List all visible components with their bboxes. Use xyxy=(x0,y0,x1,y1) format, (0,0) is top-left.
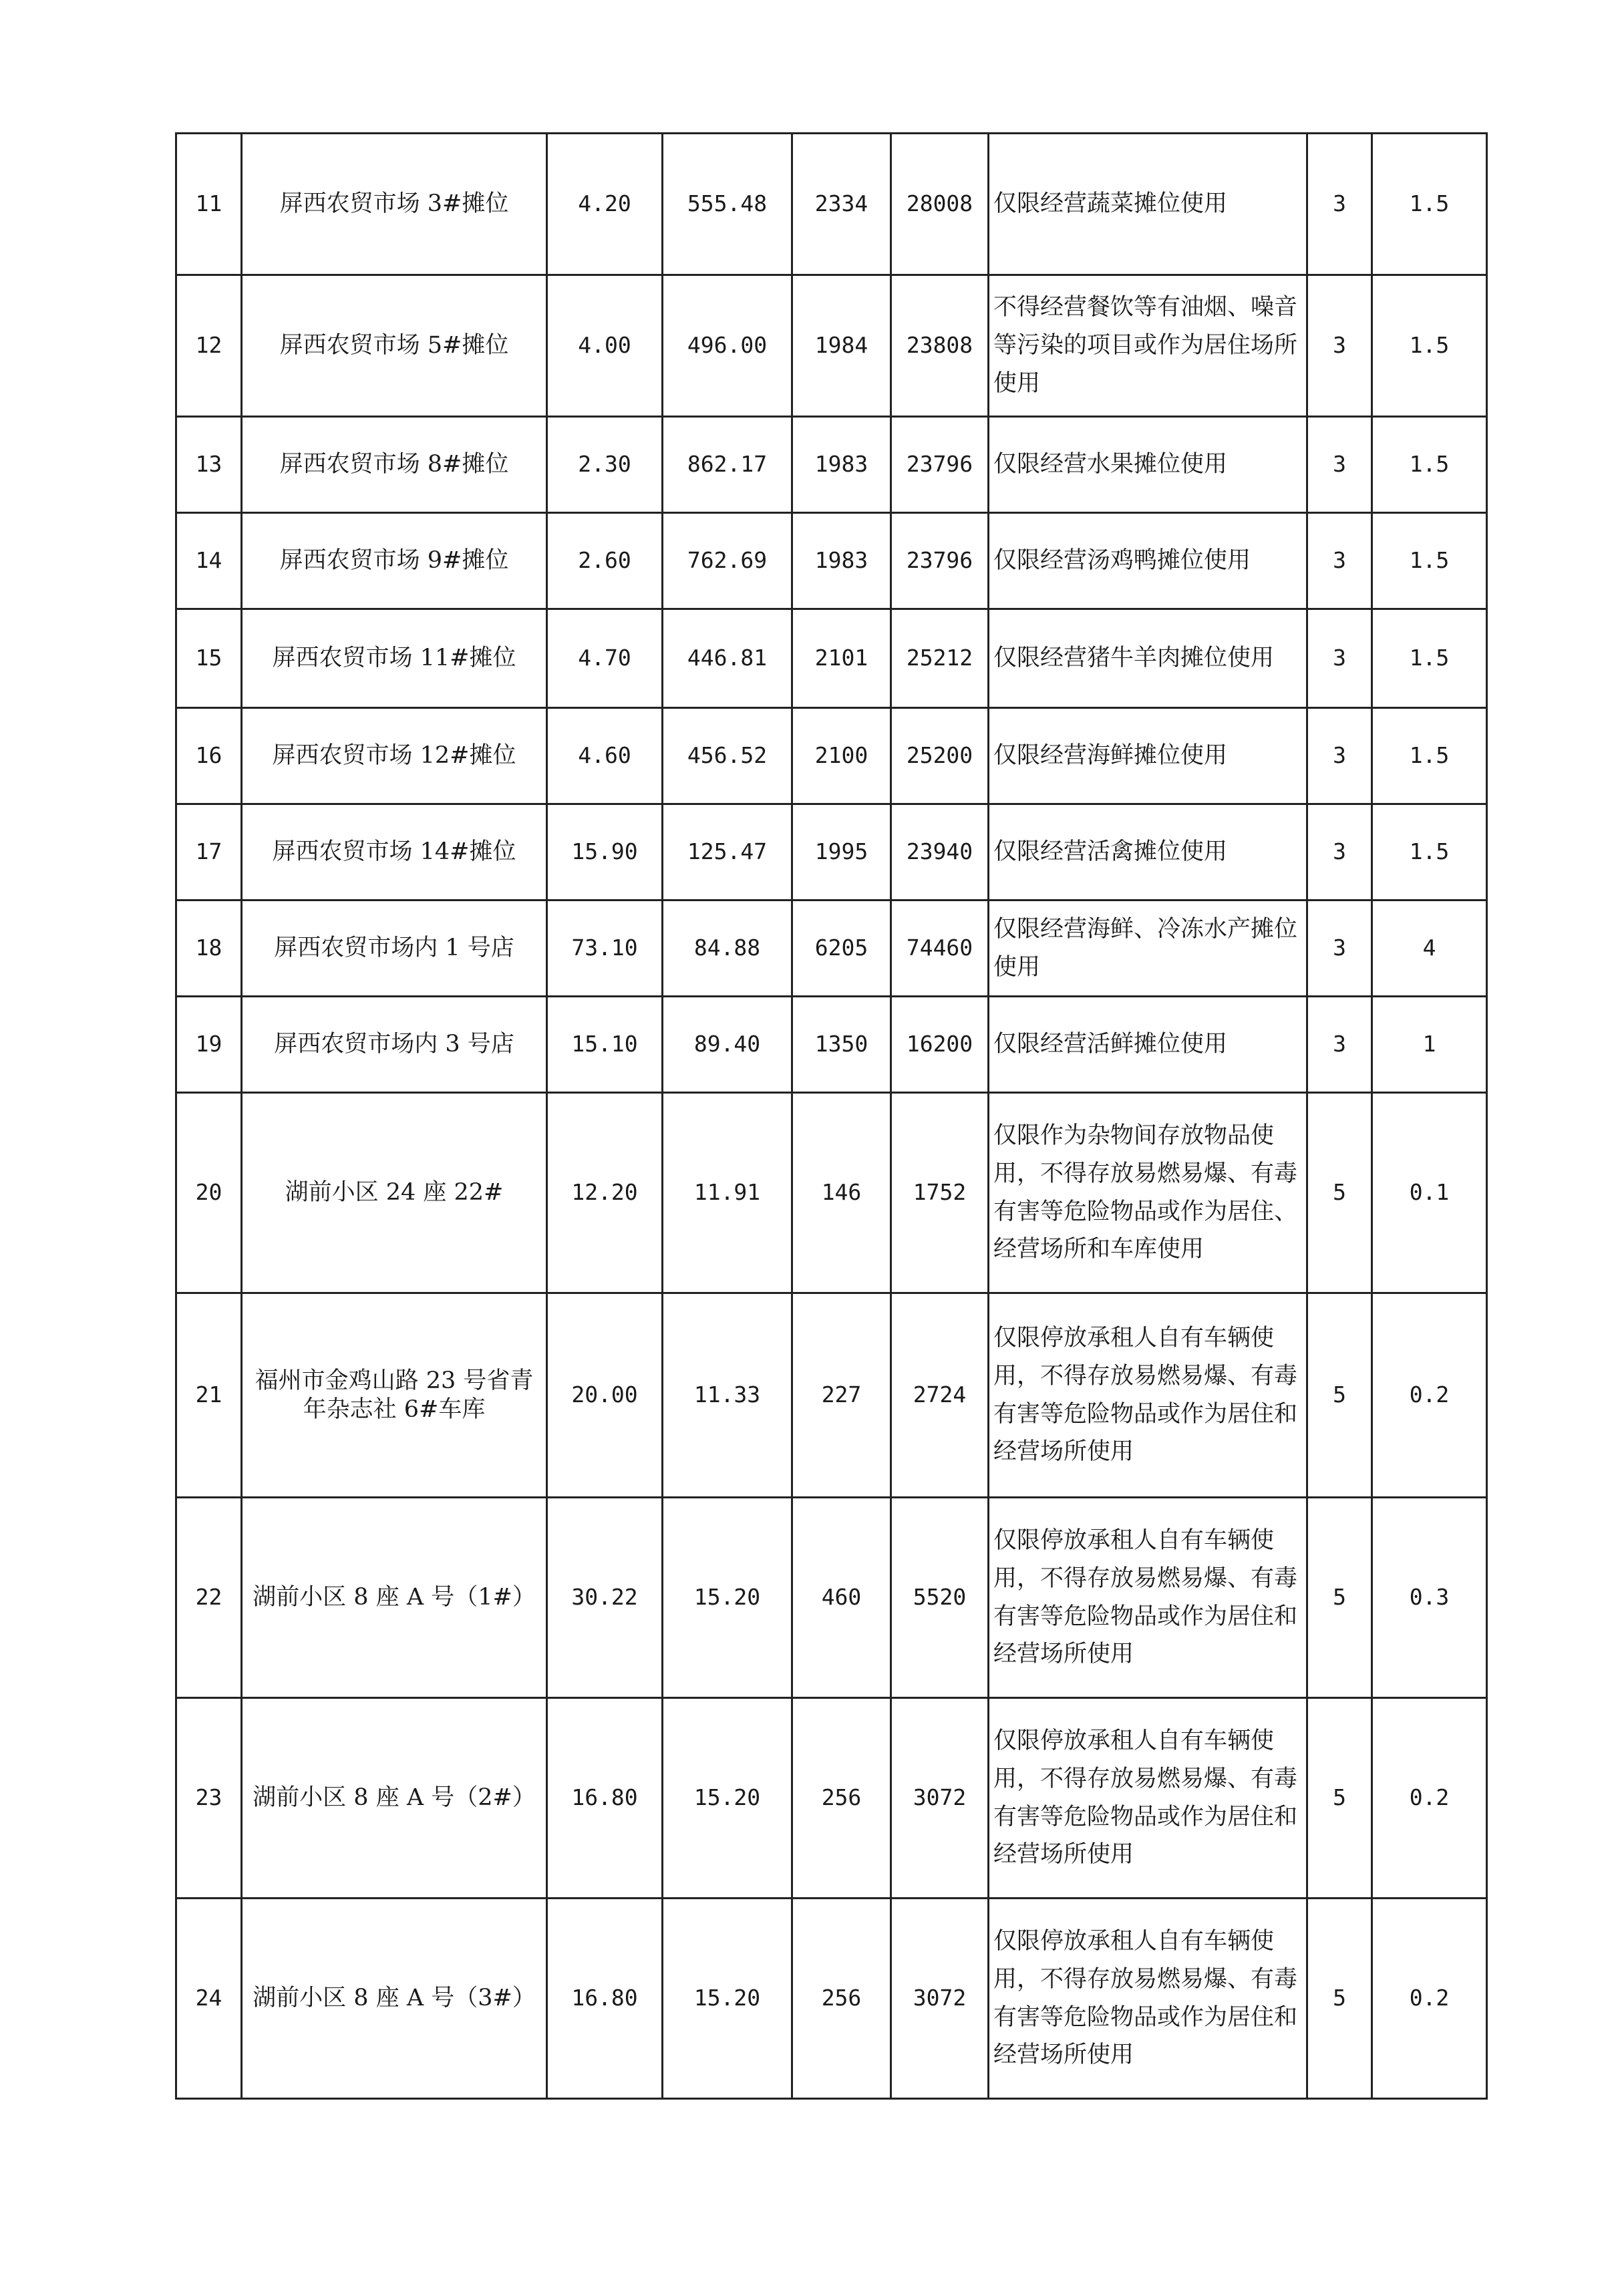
monthly-rent-value: 1984 xyxy=(792,275,891,417)
monthly-rent-value: 227 xyxy=(792,1293,891,1498)
annual-rent-value: 1752 xyxy=(891,1093,989,1293)
property-name: 屏西农贸市场内 1 号店 xyxy=(242,900,547,997)
table-row xyxy=(176,900,1487,997)
unit-price-value: 862.17 xyxy=(663,417,792,513)
row-number: 19 xyxy=(176,997,242,1093)
property-name: 屏西农贸市场 11#摊位 xyxy=(242,609,547,708)
row-number: 13 xyxy=(176,417,242,513)
monthly-rent-value: 256 xyxy=(792,1698,891,1899)
lease-term-value: 3 xyxy=(1307,513,1372,609)
deposit-value: 0.1 xyxy=(1372,1093,1487,1293)
row-number: 22 xyxy=(176,1498,242,1698)
annual-rent-value: 28008 xyxy=(891,134,989,275)
unit-price-value: 11.91 xyxy=(663,1093,792,1293)
monthly-rent-value: 1983 xyxy=(792,417,891,513)
row-number: 18 xyxy=(176,900,242,997)
deposit-value: 1 xyxy=(1372,997,1487,1093)
deposit-value: 0.2 xyxy=(1372,1698,1487,1899)
unit-price-value: 496.00 xyxy=(663,275,792,417)
usage-restriction: 仅限经营水果摊位使用 xyxy=(989,417,1307,513)
row-number: 20 xyxy=(176,1093,242,1293)
area-value: 4.00 xyxy=(547,275,663,417)
table-row xyxy=(176,804,1487,900)
row-number: 16 xyxy=(176,708,242,804)
unit-price-value: 456.52 xyxy=(663,708,792,804)
unit-price-value: 11.33 xyxy=(663,1293,792,1498)
annual-rent-value: 2724 xyxy=(891,1293,989,1498)
deposit-value: 4 xyxy=(1372,900,1487,997)
area-value: 2.30 xyxy=(547,417,663,513)
property-name: 屏西农贸市场 8#摊位 xyxy=(242,417,547,513)
unit-price-value: 84.88 xyxy=(663,900,792,997)
unit-price-value: 15.20 xyxy=(663,1498,792,1698)
deposit-value: 0.2 xyxy=(1372,1899,1487,2099)
monthly-rent-value: 1995 xyxy=(792,804,891,900)
property-name: 福州市金鸡山路 23 号省青年杂志社 6#车库 xyxy=(242,1293,547,1498)
annual-rent-value: 16200 xyxy=(891,997,989,1093)
deposit-value: 1.5 xyxy=(1372,708,1487,804)
usage-restriction: 仅限停放承租人自有车辆使用，不得存放易燃易爆、有毒有害等危险物品或作为居住和经营场所使用 xyxy=(989,1293,1307,1498)
usage-restriction: 仅限停放承租人自有车辆使用，不得存放易燃易爆、有毒有害等危险物品或作为居住和经营场所使用 xyxy=(989,1498,1307,1698)
monthly-rent-value: 256 xyxy=(792,1899,891,2099)
area-value: 16.80 xyxy=(547,1698,663,1899)
lease-term-value: 3 xyxy=(1307,609,1372,708)
monthly-rent-value: 1350 xyxy=(792,997,891,1093)
table-row xyxy=(176,417,1487,513)
row-number: 24 xyxy=(176,1899,242,2099)
usage-restriction: 仅限经营活鲜摊位使用 xyxy=(989,997,1307,1093)
deposit-value: 1.5 xyxy=(1372,275,1487,417)
monthly-rent-value: 1983 xyxy=(792,513,891,609)
area-value: 15.90 xyxy=(547,804,663,900)
property-name: 屏西农贸市场 14#摊位 xyxy=(242,804,547,900)
usage-restriction: 仅限经营汤鸡鸭摊位使用 xyxy=(989,513,1307,609)
usage-restriction: 仅限经营海鲜、冷冻水产摊位使用 xyxy=(989,900,1307,997)
table-row xyxy=(176,609,1487,708)
unit-price-value: 89.40 xyxy=(663,997,792,1093)
row-number: 15 xyxy=(176,609,242,708)
usage-restriction: 仅限经营猪牛羊肉摊位使用 xyxy=(989,609,1307,708)
lease-term-value: 3 xyxy=(1307,804,1372,900)
table-row xyxy=(176,1698,1487,1899)
property-name: 湖前小区 8 座 A 号（3#） xyxy=(242,1899,547,2099)
row-number: 23 xyxy=(176,1698,242,1899)
table-row xyxy=(176,513,1487,609)
usage-restriction: 仅限经营活禽摊位使用 xyxy=(989,804,1307,900)
area-value: 4.60 xyxy=(547,708,663,804)
table-row xyxy=(176,1498,1487,1698)
monthly-rent-value: 2101 xyxy=(792,609,891,708)
row-number: 11 xyxy=(176,134,242,275)
annual-rent-value: 25200 xyxy=(891,708,989,804)
area-value: 2.60 xyxy=(547,513,663,609)
area-value: 4.70 xyxy=(547,609,663,708)
usage-restriction: 仅限经营海鲜摊位使用 xyxy=(989,708,1307,804)
property-name: 湖前小区 24 座 22# xyxy=(242,1093,547,1293)
table-row xyxy=(176,1093,1487,1293)
area-value: 30.22 xyxy=(547,1498,663,1698)
lease-term-value: 3 xyxy=(1307,997,1372,1093)
property-name: 屏西农贸市场 5#摊位 xyxy=(242,275,547,417)
property-name: 湖前小区 8 座 A 号（2#） xyxy=(242,1698,547,1899)
usage-restriction: 仅限作为杂物间存放物品使用，不得存放易燃易爆、有毒有害等危险物品或作为居住、经营场所和车库使用 xyxy=(989,1093,1307,1293)
monthly-rent-value: 2100 xyxy=(792,708,891,804)
unit-price-value: 15.20 xyxy=(663,1899,792,2099)
deposit-value: 1.5 xyxy=(1372,513,1487,609)
monthly-rent-value: 6205 xyxy=(792,900,891,997)
annual-rent-value: 74460 xyxy=(891,900,989,997)
deposit-value: 1.5 xyxy=(1372,804,1487,900)
lease-term-value: 3 xyxy=(1307,708,1372,804)
annual-rent-value: 5520 xyxy=(891,1498,989,1698)
table-row xyxy=(176,997,1487,1093)
deposit-value: 1.5 xyxy=(1372,417,1487,513)
lease-term-value: 5 xyxy=(1307,1698,1372,1899)
usage-restriction: 仅限停放承租人自有车辆使用，不得存放易燃易爆、有毒有害等危险物品或作为居住和经营场所使用 xyxy=(989,1899,1307,2099)
area-value: 4.20 xyxy=(547,134,663,275)
property-rental-table xyxy=(175,132,1488,2100)
annual-rent-value: 25212 xyxy=(891,609,989,708)
annual-rent-value: 23808 xyxy=(891,275,989,417)
property-name: 屏西农贸市场 9#摊位 xyxy=(242,513,547,609)
table-row xyxy=(176,134,1487,275)
unit-price-value: 762.69 xyxy=(663,513,792,609)
usage-restriction: 仅限停放承租人自有车辆使用，不得存放易燃易爆、有毒有害等危险物品或作为居住和经营场所使用 xyxy=(989,1698,1307,1899)
lease-term-value: 5 xyxy=(1307,1498,1372,1698)
usage-restriction: 仅限经营蔬菜摊位使用 xyxy=(989,134,1307,275)
property-name: 屏西农贸市场 3#摊位 xyxy=(242,134,547,275)
annual-rent-value: 23796 xyxy=(891,513,989,609)
row-number: 17 xyxy=(176,804,242,900)
area-value: 20.00 xyxy=(547,1293,663,1498)
property-name: 屏西农贸市场 12#摊位 xyxy=(242,708,547,804)
deposit-value: 1.5 xyxy=(1372,134,1487,275)
row-number: 21 xyxy=(176,1293,242,1498)
lease-term-value: 5 xyxy=(1307,1293,1372,1498)
deposit-value: 0.3 xyxy=(1372,1498,1487,1698)
area-value: 12.20 xyxy=(547,1093,663,1293)
annual-rent-value: 23940 xyxy=(891,804,989,900)
table-row xyxy=(176,275,1487,417)
unit-price-value: 446.81 xyxy=(663,609,792,708)
lease-term-value: 3 xyxy=(1307,275,1372,417)
lease-term-value: 3 xyxy=(1307,900,1372,997)
table-row xyxy=(176,1899,1487,2099)
annual-rent-value: 23796 xyxy=(891,417,989,513)
table-row xyxy=(176,1293,1487,1498)
unit-price-value: 555.48 xyxy=(663,134,792,275)
area-value: 16.80 xyxy=(547,1899,663,2099)
lease-term-value: 3 xyxy=(1307,417,1372,513)
property-name: 湖前小区 8 座 A 号（1#） xyxy=(242,1498,547,1698)
usage-restriction: 不得经营餐饮等有油烟、噪音等污染的项目或作为居住场所使用 xyxy=(989,275,1307,417)
annual-rent-value: 3072 xyxy=(891,1899,989,2099)
monthly-rent-value: 460 xyxy=(792,1498,891,1698)
lease-term-value: 3 xyxy=(1307,134,1372,275)
unit-price-value: 125.47 xyxy=(663,804,792,900)
table-row xyxy=(176,708,1487,804)
deposit-value: 1.5 xyxy=(1372,609,1487,708)
monthly-rent-value: 146 xyxy=(792,1093,891,1293)
area-value: 15.10 xyxy=(547,997,663,1093)
property-name: 屏西农贸市场内 3 号店 xyxy=(242,997,547,1093)
row-number: 12 xyxy=(176,275,242,417)
lease-term-value: 5 xyxy=(1307,1899,1372,2099)
area-value: 73.10 xyxy=(547,900,663,997)
annual-rent-value: 3072 xyxy=(891,1698,989,1899)
row-number: 14 xyxy=(176,513,242,609)
lease-term-value: 5 xyxy=(1307,1093,1372,1293)
deposit-value: 0.2 xyxy=(1372,1293,1487,1498)
unit-price-value: 15.20 xyxy=(663,1698,792,1899)
monthly-rent-value: 2334 xyxy=(792,134,891,275)
